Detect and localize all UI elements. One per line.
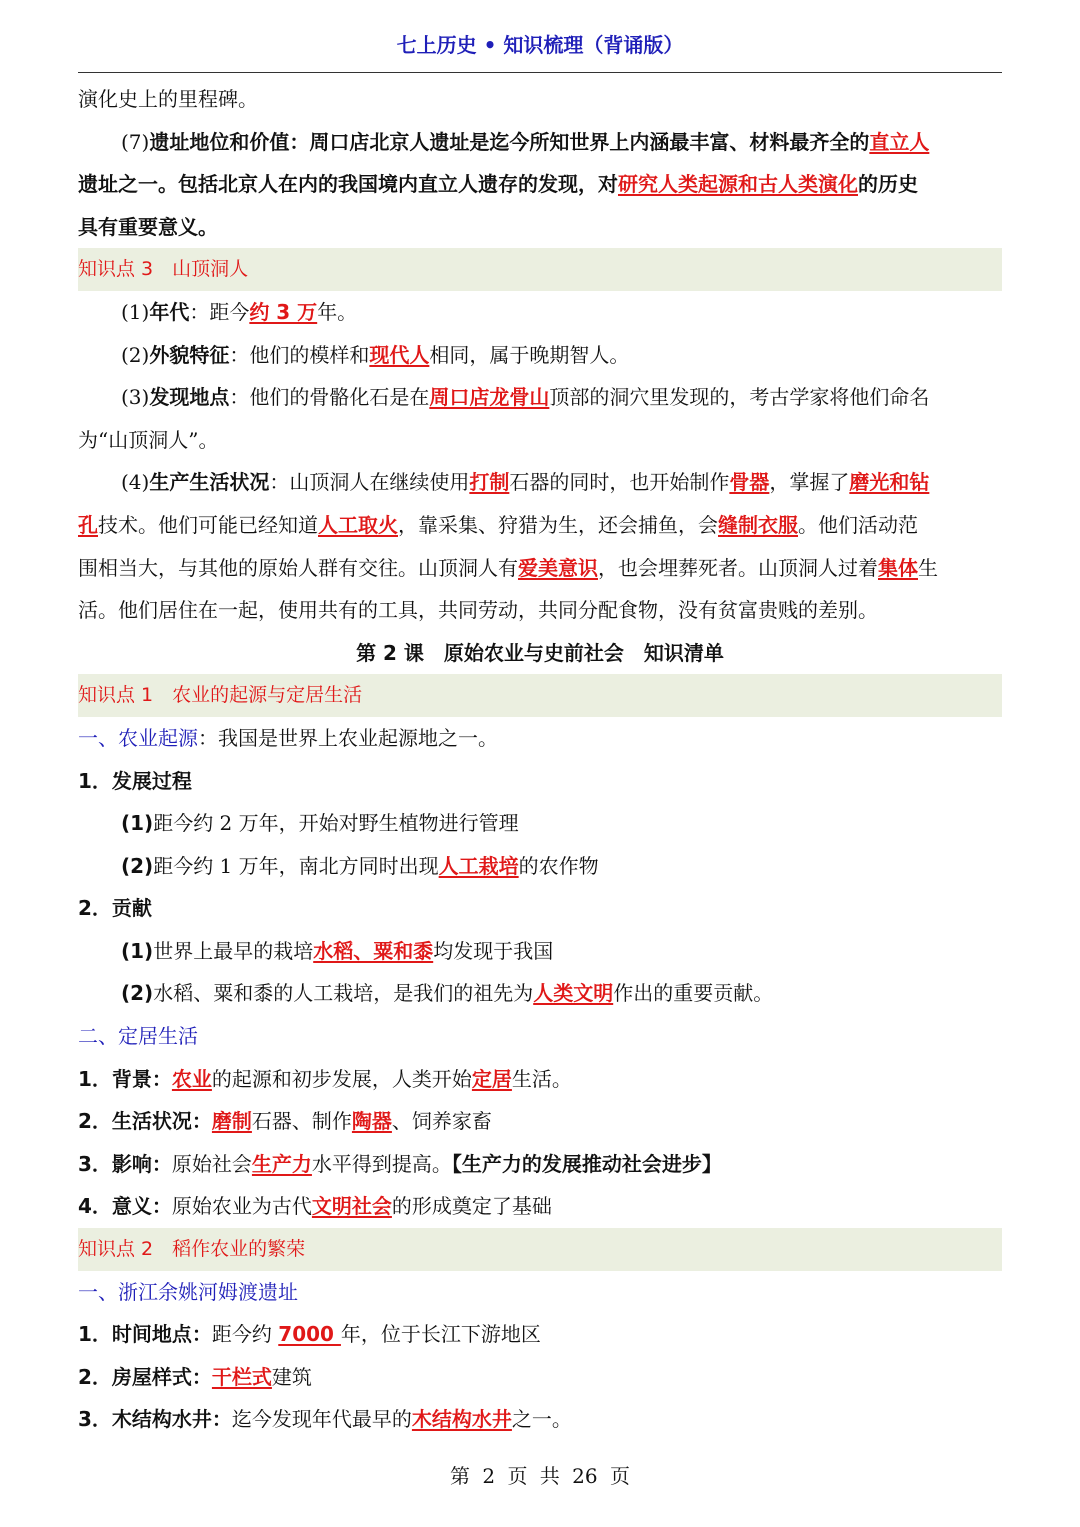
text: 为“山顶洞人”。 <box>78 427 219 452</box>
text: 迄今发现年代最早的 <box>231 1407 412 1432</box>
knowledge-point-heading: 知识点 1 农业的起源与定居生活 <box>78 674 1002 717</box>
text: 原始社会 <box>171 1151 252 1176</box>
paragraph <box>78 206 1002 249</box>
list-item <box>78 376 1002 419</box>
item-label: 发现地点 <box>149 385 230 410</box>
list-item <box>78 1058 1002 1101</box>
knowledge-point-heading: 知识点 3 山顶洞人 <box>78 248 1002 291</box>
item-label: 4．意义： <box>78 1194 172 1219</box>
item-label: 外貌特征 <box>149 342 230 367</box>
text: 技术。他们可能已经知道 <box>98 512 318 537</box>
text: 距今约 1 万年，南北方同时出现 <box>153 853 439 878</box>
paragraph <box>78 163 1002 206</box>
knowledge-point-heading: 知识点 2 稻作农业的繁荣 <box>78 1228 1002 1271</box>
keyword: 农业 <box>171 1066 212 1091</box>
item-label: 年代 <box>149 299 190 324</box>
section-heading <box>78 717 1002 760</box>
keyword: 生产力 <box>251 1151 312 1176</box>
text: 年。 <box>317 299 358 324</box>
note: 【生产力的发展推动社会进步】 <box>451 1151 722 1176</box>
paragraph <box>78 419 1002 462</box>
header-divider <box>78 72 1002 73</box>
keyword: 7000 <box>278 1322 341 1347</box>
text: 均发现于我国 <box>433 938 554 963</box>
subsection-heading: 1．发展过程 <box>78 768 192 793</box>
text: 的起源和初步发展，人类开始 <box>211 1066 472 1091</box>
list-item <box>78 1185 1002 1228</box>
text: 建筑 <box>271 1364 312 1389</box>
text: ：山顶洞人在继续使用 <box>269 470 470 495</box>
section-title: 一、浙江余姚河姆渡遗址 <box>78 1279 298 1304</box>
list-item <box>78 1313 1002 1356</box>
page-header-title: 七上历史 • 知识梳理（背诵版） <box>396 33 684 57</box>
text: 生 <box>918 555 938 580</box>
text: ，掌握了 <box>769 470 850 495</box>
keyword: 研究人类起源和古人类演化 <box>618 172 858 197</box>
text: ：他们的模样和 <box>229 342 370 367</box>
keyword: 人工栽培 <box>438 853 519 878</box>
keyword: 人类文明 <box>533 981 614 1006</box>
paragraph <box>78 504 1002 547</box>
paragraph <box>78 121 1002 164</box>
text: 距今约 <box>211 1322 279 1347</box>
text: ，也会埋葬死者。山顶洞人过着 <box>598 555 878 580</box>
list-item <box>78 291 1002 334</box>
text: 之一。 <box>511 1407 572 1432</box>
keyword: 爱美意识 <box>518 555 598 580</box>
keyword: 水稻、粟和黍 <box>313 938 434 963</box>
page-content <box>78 78 1002 1441</box>
keyword: 磨制 <box>211 1109 252 1134</box>
section-title: 一、农业起源 <box>78 725 198 750</box>
item-number: (2) <box>121 981 154 1006</box>
keyword: 打制 <box>469 470 510 495</box>
lesson-title: 第 2 课 原始农业与史前社会 知识清单 <box>356 640 724 665</box>
subsection-heading: 2．贡献 <box>78 896 152 921</box>
text: 的历史 <box>858 172 918 197</box>
keyword: 约 3 万 <box>249 299 318 324</box>
list-item <box>78 334 1002 377</box>
text: 围相当大，与其他的原始人群有交往。山顶洞人有 <box>78 555 518 580</box>
text: 生活。 <box>511 1066 572 1091</box>
section-heading <box>78 1015 1002 1058</box>
item-number: (1) <box>121 811 154 836</box>
text: 原始农业为古代 <box>171 1194 312 1219</box>
keyword: 文明社会 <box>311 1194 392 1219</box>
keyword: 定居 <box>471 1066 512 1091</box>
text: 。他们活动范 <box>798 512 918 537</box>
keyword: 木结构水井 <box>411 1407 512 1432</box>
keyword: 磨光和钻 <box>849 470 930 495</box>
section-title: 二、定居生活 <box>78 1024 198 1049</box>
keyword: 集体 <box>878 555 918 580</box>
text: 的形成奠定了基础 <box>391 1194 552 1219</box>
keyword: 缝制衣服 <box>718 512 798 537</box>
item-label: 2．生活状况： <box>78 1109 212 1134</box>
keyword: 现代人 <box>369 342 430 367</box>
text: 作出的重要贡献。 <box>613 981 774 1006</box>
paragraph <box>78 78 1002 121</box>
paragraph <box>78 589 1002 632</box>
keyword: 骨器 <box>729 470 770 495</box>
text: 水稻、粟和黍的人工栽培，是我们的祖先为 <box>153 981 534 1006</box>
item-label: 1．背景： <box>78 1066 172 1091</box>
text: 顶部的洞穴里发现的，考古学家将他们命名 <box>549 385 930 410</box>
paragraph <box>78 547 1002 590</box>
item-label: 生产生活状况 <box>149 470 270 495</box>
text: 演化史上的里程碑。 <box>78 87 258 111</box>
text: 活。他们居住在一起，使用共有的工具，共同劳动，共同分配食物，没有贫富贵贱的差别。 <box>78 598 878 623</box>
list-item <box>78 845 1002 888</box>
item-number: (4) <box>121 470 150 495</box>
list-item <box>78 1356 1002 1399</box>
text: ：他们的骨骼化石是在 <box>229 385 430 410</box>
text: ：我国是世界上农业起源地之一。 <box>198 725 498 750</box>
text: 遗址之一。包括北京人在内的我国境内直立人遗存的发现，对 <box>78 172 618 197</box>
page-number: 第 2 页 共 26 页 <box>450 1464 630 1488</box>
item-number: (3) <box>121 385 150 410</box>
list-item <box>78 972 1002 1015</box>
item-label: 3．木结构水井： <box>78 1407 232 1432</box>
text: 具有重要意义。 <box>78 214 218 239</box>
keyword: 干栏式 <box>211 1364 272 1389</box>
item-number: (2) <box>121 853 154 878</box>
keyword: 周口店龙骨山 <box>429 385 550 410</box>
keyword: 直立人 <box>869 129 930 154</box>
text: 年，位于长江下游地区 <box>340 1322 541 1347</box>
keyword: 陶器 <box>351 1109 392 1134</box>
item-number: (2) <box>121 342 150 367</box>
text: 的农作物 <box>518 853 599 878</box>
item-label: 2．房屋样式： <box>78 1364 212 1389</box>
text: ，靠采集、狩猎为生，还会捕鱼，会 <box>398 512 718 537</box>
text: 水平得到提高。 <box>311 1151 452 1176</box>
list-item <box>78 461 1002 504</box>
text: 世界上最早的栽培 <box>153 938 314 963</box>
list-item <box>78 1398 1002 1441</box>
item-number: (7) <box>121 129 150 154</box>
item-label: 1．时间地点： <box>78 1322 212 1347</box>
item-number: (1) <box>121 299 150 324</box>
list-item <box>78 802 1002 845</box>
list-item <box>78 930 1002 973</box>
keyword: 孔 <box>78 512 98 537</box>
item-number: (1) <box>121 938 154 963</box>
text: 遗址地位和价值：周口店北京人遗址是迄今所知世界上内涵最丰富、材料最齐全的 <box>149 129 870 154</box>
text: 距今约 2 万年，开始对野生植物进行管理 <box>153 811 519 836</box>
section-heading <box>78 1271 1002 1314</box>
text: 、饲养家畜 <box>391 1109 492 1134</box>
text: 石器的同时，也开始制作 <box>509 470 730 495</box>
keyword: 人工取火 <box>318 512 398 537</box>
text: 石器、制作 <box>251 1109 352 1134</box>
item-label: 3．影响： <box>78 1151 172 1176</box>
list-item <box>78 1100 1002 1143</box>
text: 相同，属于晚期智人。 <box>429 342 630 367</box>
list-item <box>78 1143 1002 1186</box>
text: ：距今 <box>189 299 250 324</box>
